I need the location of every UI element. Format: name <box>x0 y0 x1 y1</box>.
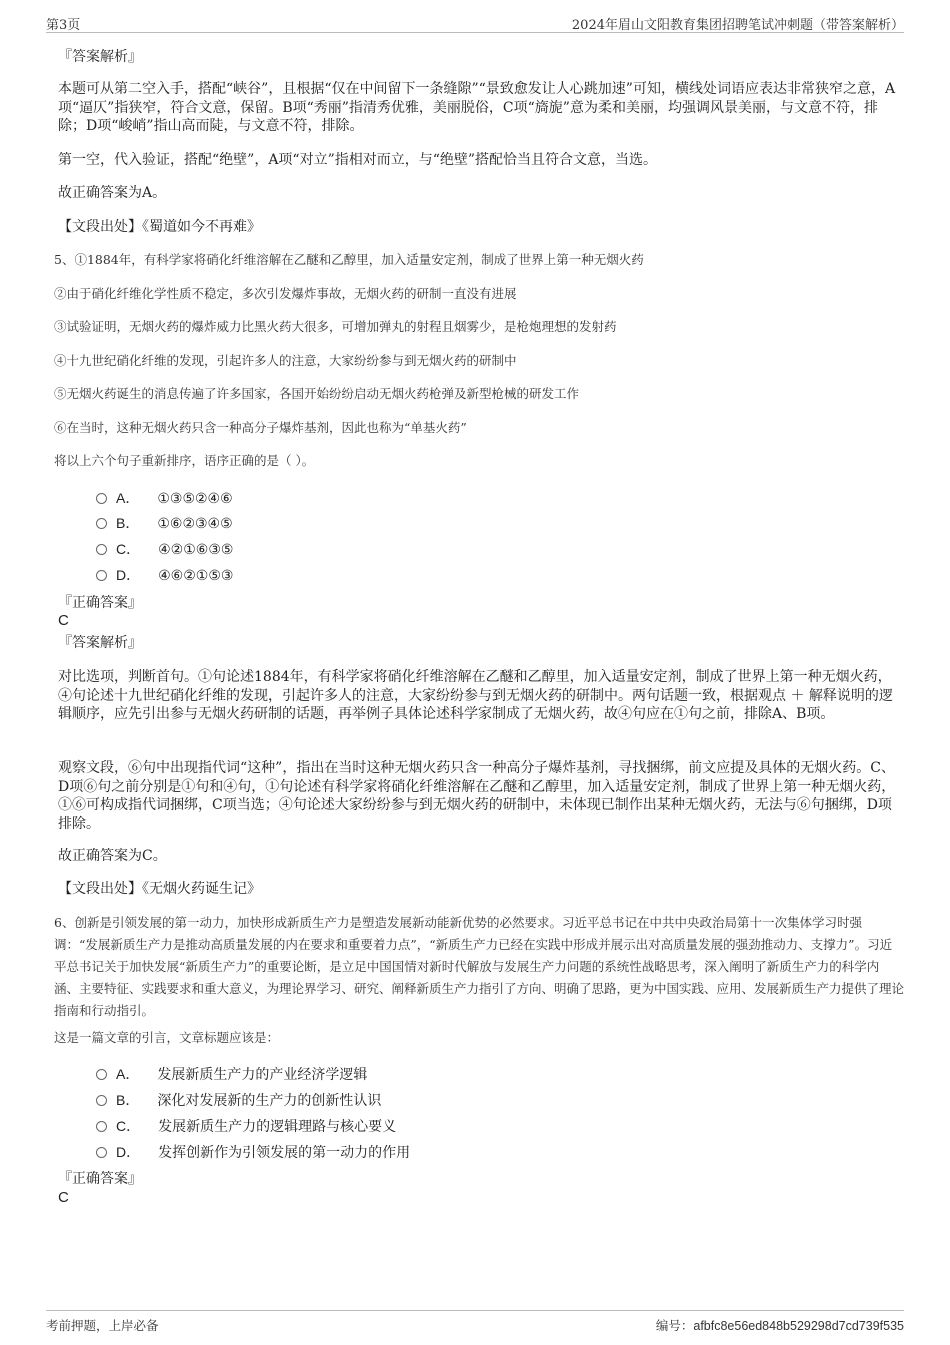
q6-stem: 6、创新是引领发展的第一动力，加快形成新质生产力是塑造发展新动能新优势的必然要求。习近平总书记在中共中央政治局第十一次集体学习时强调：“发展新质生产力是推动高质量发展的内在要求和重要着力点”，“新质生产力已经在实践中形成并展示出对高质量发展的强劲推动力、支撑力”。习近平总书记关于加快发展“新质生产力”的重要论断，是立足中国国情对新时代解放与发展生产力问题的系统性战略思考，深入阐明了新质生产力的科学内涵、主要特征、实践要求和重大意义，为理论界学习、研究、阐释新质生产力指引了方向、明确了思路，更为中国实践、应用、发展新质生产力提供了理论指南和行动指引。 <box>54 915 905 1018</box>
option-letter: D． <box>116 567 141 583</box>
q5-option-d[interactable] <box>96 565 233 587</box>
q5-analysis-heading: 『答案解析』 <box>58 635 142 651</box>
q5-analysis-paragraph-2: 观察文段，⑥句中出现指代词“这种”，指出在当时这种无烟火药只含一种高分子爆炸基剂，寻找捆绑，前文应提及具体的无烟火药。C、D项⑥句之前分别是①句和④句，①句论述有科学家将硝化纤维溶解在乙醚和乙醇里，加入适量安定剂，制成了世界上第一种无烟火药，①⑥可构成指代词捆绑，C项当选；④句论述大家纷纷参与到无烟火药的研制中，未体现已制作出某种无烟火药，无法与⑥句捆绑，D项排除。 <box>58 760 896 832</box>
q4-analysis-paragraph-2: 第一空，代入验证，搭配“绝壁”，A项“对立”指相对而立，与“绝壁”搭配恰当且符合文意，当选。 <box>58 152 658 168</box>
code-value: afbfc8e56ed848b529298d7cd739f535 <box>693 1319 904 1333</box>
option-letter: C． <box>116 1118 141 1134</box>
q5-sentence-4: ④十九世纪硝化纤维的发现，引起许多人的注意，大家纷纷参与到无烟火药的研制中 <box>54 353 517 368</box>
q6-option-d[interactable] <box>96 1142 410 1164</box>
q4-source: 【文段出处】《蜀道如今不再难》 <box>58 219 261 235</box>
q4-conclusion: 故正确答案为A。 <box>58 185 167 201</box>
document-code <box>656 1316 904 1334</box>
q5-sentence-1: 5、①1884年，有科学家将硝化纤维溶解在乙醚和乙醇里，加入适量安定剂，制成了世界上第一种无烟火药 <box>54 252 644 267</box>
radio-icon[interactable] <box>96 1095 107 1106</box>
q5-sentence-3: ③试验证明，无烟火药的爆炸威力比黑火药大很多，可增加弹丸的射程且烟雾少，是枪炮理想的发射药 <box>54 319 617 334</box>
q6-answer-heading: 『正确答案』 <box>58 1171 142 1187</box>
footer-slogan: 考前押题，上岸必备 <box>46 1318 159 1333</box>
q5-sentence-5: ⑤无烟火药诞生的消息传遍了许多国家，各国开始纷纷启动无烟火药枪弹及新型枪械的研发工作 <box>54 386 580 401</box>
option-letter: A． <box>116 1066 140 1082</box>
q5-option-c[interactable] <box>96 539 233 561</box>
option-text: ①③⑤②④⑥ <box>157 491 233 507</box>
q5-analysis-paragraph-1: 对比选项，判断首句。①句论述1884年，有科学家将硝化纤维溶解在乙醚和乙醇里，加入适量安定剂，制成了世界上第一种无烟火药，④句论述十九世纪硝化纤维的发现，引起许多人的注意，大家纷纷参与到无烟火药的研制中。两句话题一致，根据观点 ＋ 解释说明的逻辑顺序，应先引出参与无烟火药研制的话题，再举例子具体论述科学家制成了无烟火药，故④句应在①句之前，排除A、B项。 <box>58 669 893 722</box>
radio-icon[interactable] <box>96 544 107 555</box>
option-letter: B． <box>116 515 140 531</box>
q5-conclusion: 故正确答案为C。 <box>58 848 167 864</box>
radio-icon[interactable] <box>96 1121 107 1132</box>
document-title: 2024年眉山文阳教育集团招聘笔试冲刺题（带答案解析） <box>571 18 904 33</box>
option-text: ④②①⑥③⑤ <box>158 542 234 558</box>
q5-sentence-2: ②由于硝化纤维化学性质不稳定，多次引发爆炸事故，无烟火药的研制一直没有进展 <box>54 286 517 301</box>
option-letter: A． <box>116 490 140 506</box>
option-text: 发挥创新作为引领发展的第一动力的作用 <box>158 1145 411 1161</box>
radio-icon[interactable] <box>96 493 107 504</box>
option-text: 发展新质生产力的逻辑理路与核心要义 <box>158 1119 397 1135</box>
q5-answer-heading: 『正确答案』 <box>58 595 142 611</box>
radio-icon[interactable] <box>96 570 107 581</box>
radio-icon[interactable] <box>96 1069 107 1080</box>
option-letter: B． <box>116 1092 140 1108</box>
q6-option-b[interactable] <box>96 1090 381 1112</box>
radio-icon[interactable] <box>96 1147 107 1158</box>
q4-analysis-heading: 『答案解析』 <box>58 49 142 65</box>
option-text: 发展新质生产力的产业经济学逻辑 <box>157 1067 368 1083</box>
q5-option-b[interactable] <box>96 513 233 535</box>
q5-sentence-6: ⑥在当时，这种无烟火药只含一种高分子爆炸基剂，因此也称为“单基火药” <box>54 420 467 435</box>
q6-option-c[interactable] <box>96 1116 396 1138</box>
option-letter: D． <box>116 1144 141 1160</box>
page-header <box>46 10 904 33</box>
option-text: ④⑥②①⑤③ <box>158 568 234 584</box>
page-number: 第3页 <box>46 18 81 33</box>
q4-analysis-paragraph-1: 本题可从第二空入手，搭配“峡谷”，且根据“仅在中间留下一条缝隙”“景致愈发让人心跳加速”可知，横线处词语应表达非常狭窄之意，A项“逼仄”指狭窄，符合文意，保留。B项“秀丽”指清秀优雅，美丽脱俗，C项“旖旎”意为柔和美丽，均强调风景美丽，与文意不符，排除；D项“峻峭”指山高而陡，与文意不符，排除。 <box>58 81 896 134</box>
page-footer <box>46 1310 904 1337</box>
code-label: 编号： <box>655 1319 694 1333</box>
radio-icon[interactable] <box>96 518 107 529</box>
option-text: 深化对发展新的生产力的创新性认识 <box>157 1093 382 1109</box>
q5-source: 【文段出处】《无烟火药诞生记》 <box>58 881 261 897</box>
q5-option-a[interactable] <box>96 488 233 510</box>
q5-answer: C <box>58 612 69 629</box>
q6-option-a[interactable] <box>96 1064 367 1086</box>
option-text: ①⑥②③④⑤ <box>157 516 233 532</box>
q6-question: 这是一篇文章的引言，文章标题应该是： <box>54 1030 280 1045</box>
option-letter: C． <box>116 541 141 557</box>
q5-question: 将以上六个句子重新排序，语序正确的是（ ）。 <box>54 453 315 468</box>
q6-answer: C <box>58 1189 69 1206</box>
